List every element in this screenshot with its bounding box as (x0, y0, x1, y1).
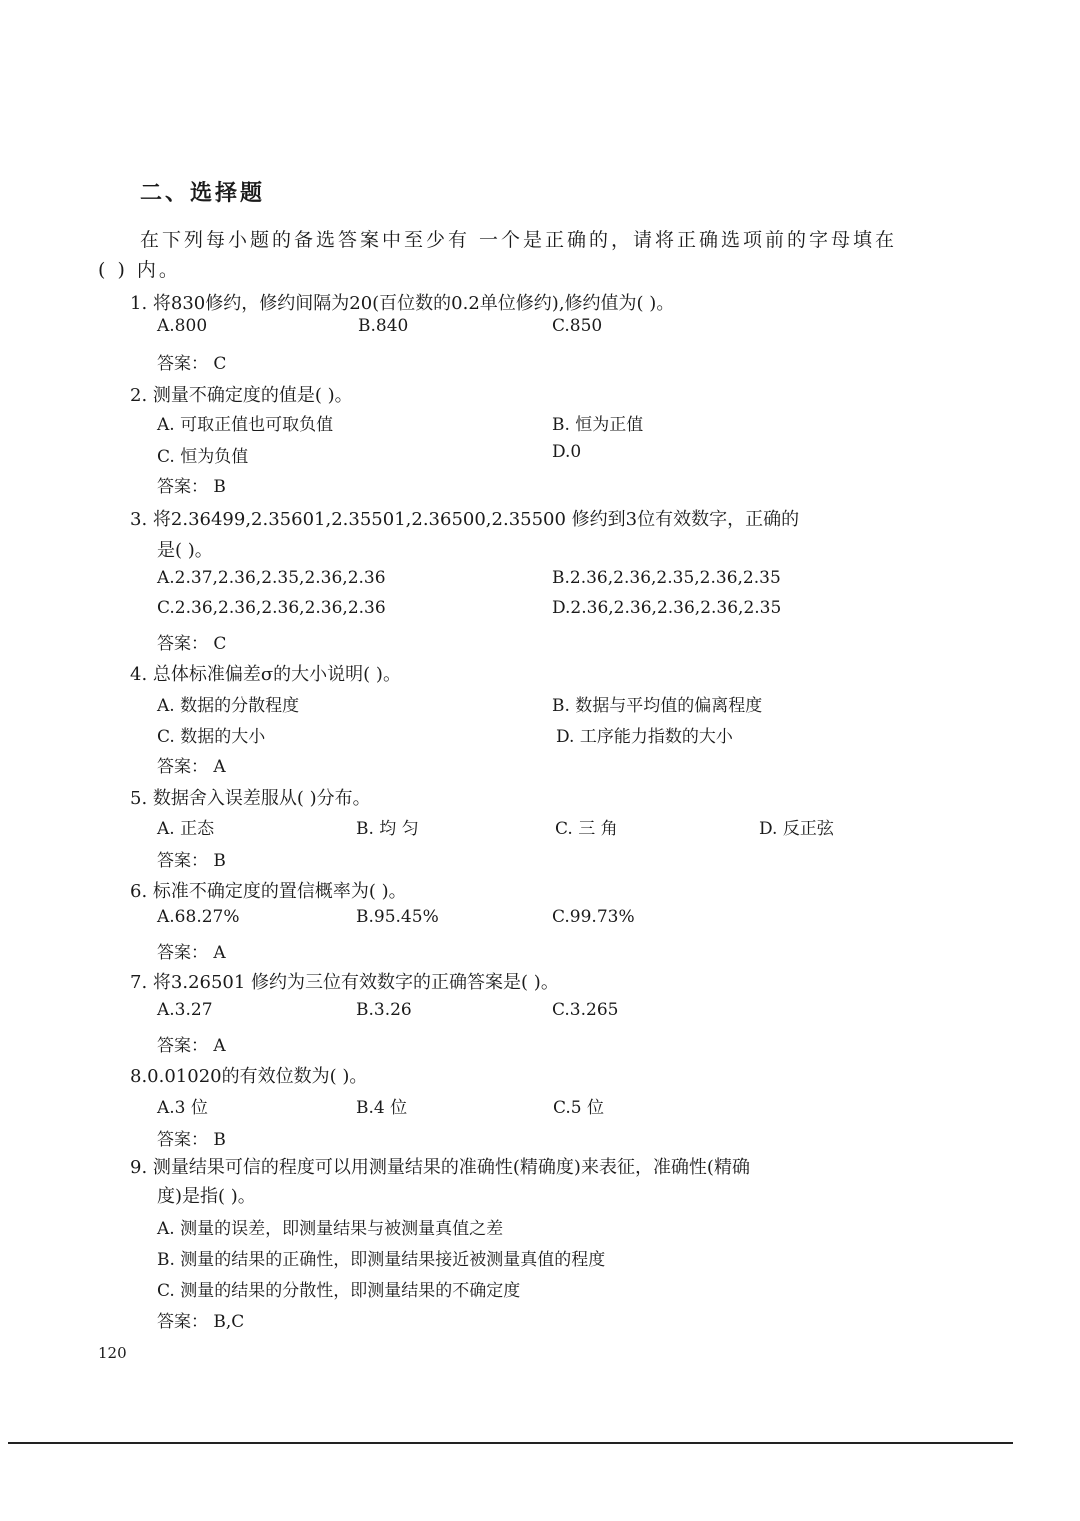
question-4-answer: 答案： A (157, 757, 226, 777)
question-4-option-d: D. 工序能力指数的大小 (556, 727, 733, 747)
question-1-answer: 答案： C (157, 354, 227, 374)
question-3-option-b: B.2.36,2.36,2.35,2.36,2.35 (552, 568, 781, 588)
question-2-answer: 答案： B (157, 477, 226, 497)
question-3-answer: 答案： C (157, 634, 227, 654)
question-4-option-b: B. 数据与平均值的偏离程度 (552, 696, 763, 716)
question-1-option-b: B.840 (358, 316, 409, 336)
question-6-answer: 答案： A (157, 943, 226, 963)
footer-rule (8, 1442, 1013, 1444)
question-2-option-b: B. 恒为正值 (552, 415, 644, 435)
question-5-answer: 答案： B (157, 851, 226, 871)
question-9-text-line-1: 9. 测量结果可信的程度可以用测量结果的准确性(精确度)来表征，准确性(精确 (130, 1157, 750, 1178)
question-1-option-a: A.800 (157, 316, 208, 336)
question-2-text: 2. 测量不确定度的值是( )。 (130, 385, 353, 406)
question-4-option-a: A. 数据的分散程度 (157, 696, 300, 716)
question-6-text: 6. 标准不确定度的置信概率为( )。 (130, 881, 407, 902)
question-4-option-c: C. 数据的大小 (157, 727, 266, 747)
question-8-option-a: A.3 位 (157, 1098, 208, 1118)
question-5-option-b: B. 均 匀 (356, 819, 419, 839)
question-7-option-c: C.3.265 (552, 1000, 619, 1020)
question-9-option-c: C. 测量的结果的分散性，即测量结果的不确定度 (157, 1281, 521, 1301)
question-6-option-c: C.99.73% (552, 907, 635, 927)
question-9-option-b: B. 测量的结果的正确性，即测量结果接近被测量真值的程度 (157, 1250, 606, 1270)
question-1-option-c: C.850 (552, 316, 603, 336)
section-title: 二、选择题 (140, 180, 266, 206)
question-2-option-c: C. 恒为负值 (157, 447, 249, 467)
question-8-option-c: C.5 位 (553, 1098, 605, 1118)
question-7-text: 7. 将3.26501 修约为三位有效数字的正确答案是( )。 (130, 972, 559, 993)
question-5-option-d: D. 反正弦 (759, 819, 834, 839)
question-3-option-c: C.2.36,2.36,2.36,2.36,2.36 (157, 598, 386, 618)
question-7-option-b: B.3.26 (356, 1000, 412, 1020)
instructions-line-2: ( ) 内。 (98, 259, 181, 281)
question-5-text: 5. 数据舍入误差服从( )分布。 (130, 788, 371, 809)
question-9-answer: 答案： B,C (157, 1312, 245, 1332)
question-9-option-a: A. 测量的误差，即测量结果与被测量真值之差 (157, 1219, 504, 1239)
question-6-option-a: A.68.27% (157, 907, 240, 927)
question-1-text: 1. 将830修约，修约间隔为20(百位数的0.2单位修约),修约值为( )。 (130, 293, 675, 314)
question-5-option-a: A. 正态 (157, 819, 215, 839)
question-4-text: 4. 总体标准偏差σ的大小说明( )。 (130, 664, 401, 685)
question-3-text-line-1: 3. 将2.36499,2.35601,2.35501,2.36500,2.35500 修约到3位有效数字，正确的 (130, 509, 800, 530)
instructions-line-1: 在下列每小题的备选答案中至少有 一个是正确的，请将正确选项前的字母填在 (140, 229, 898, 251)
question-3-option-a: A.2.37,2.36,2.35,2.36,2.36 (157, 568, 386, 588)
question-7-option-a: A.3.27 (157, 1000, 213, 1020)
question-6-option-b: B.95.45% (356, 907, 439, 927)
question-5-option-c: C. 三 角 (555, 819, 618, 839)
page-number: 120 (98, 1344, 127, 1362)
question-2-option-d: D.0 (552, 442, 582, 462)
question-3-text-line-2: 是( )。 (157, 540, 213, 561)
question-7-answer: 答案： A (157, 1036, 226, 1056)
question-8-answer: 答案： B (157, 1130, 226, 1150)
question-2-option-a: A. 可取正值也可取负值 (157, 415, 334, 435)
question-8-option-b: B.4 位 (356, 1098, 408, 1118)
question-9-text-line-2: 度)是指( )。 (157, 1186, 256, 1207)
question-8-text: 8.0.01020的有效位数为( )。 (130, 1066, 368, 1087)
question-3-option-d: D.2.36,2.36,2.36,2.36,2.35 (552, 598, 782, 618)
